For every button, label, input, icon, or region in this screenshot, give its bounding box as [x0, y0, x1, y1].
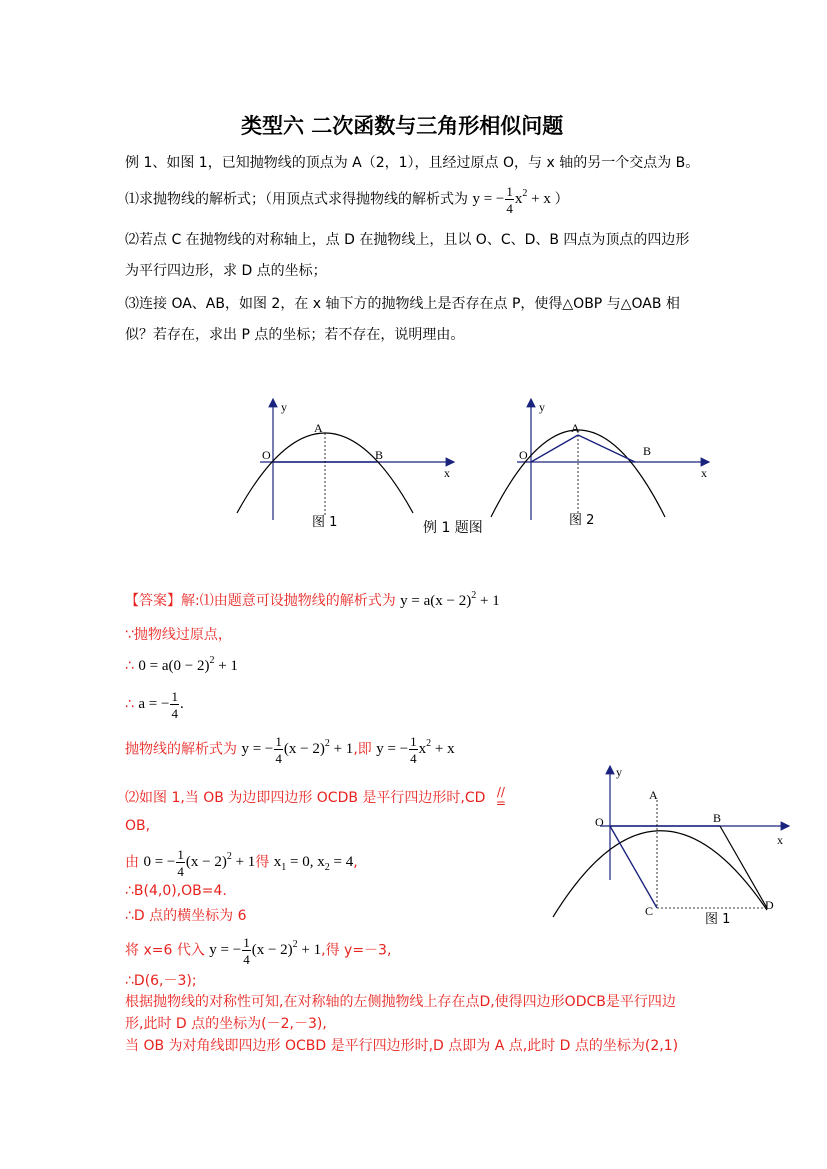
example-figure-caption: 例 1 题图	[423, 520, 483, 536]
label-x: x	[701, 466, 707, 480]
segment-bd	[720, 826, 767, 908]
figure-answer	[545, 762, 795, 927]
label-a: A	[314, 421, 323, 435]
label-y: y	[539, 400, 545, 414]
label-o: O	[519, 448, 528, 462]
answer-line-10: ∴D 点的横坐标为 6	[125, 908, 247, 924]
answer-tag: 【答案】	[125, 593, 181, 609]
problem-intro: 例 1、如图 1，已知抛物线的顶点为 A（2，1），且经过原点 O，与 x 轴的另一个交点为 B。	[125, 155, 700, 171]
label-y: y	[616, 765, 622, 779]
page-title: 类型六 二次函数与三角形相似问题	[241, 114, 564, 138]
answer-line-12: ∴D(6,－3);	[125, 973, 197, 989]
question-3-line-2: 似？若存在，求出 P 点的坐标；若不存在，说明理由。	[125, 327, 465, 343]
answer-line-1: 【答案】解:⑴由题意可设抛物线的解析式为 $y = a(x - 2)^2 + 1$	[125, 590, 500, 609]
answer-line-11: 将 x=6 代入 y = − $\frac{1}{4}$ $(x - 2)^2 + 1$,得 y=－3,	[125, 935, 392, 967]
label-o: O	[595, 815, 604, 829]
label-c: C	[645, 904, 654, 918]
answer-line-8: 由 0 = − $\frac{1}{4}$ $(x - 2)^2 + 1$得 $x_1 = 0$, $x_2 = 4$,	[125, 847, 358, 879]
label-b: B	[643, 444, 652, 458]
question-1-formula: y = − $\frac{1}{4}$ $x^2 + x$	[472, 184, 551, 216]
answer-line-5: 抛物线的解析式为 y = − $\frac{1}{4}$ $(x - 2)^2 + 1$,即 y = − $\frac{1}{4}$ $x^2 + x$	[125, 734, 455, 766]
answer-line-6: ⑵如图 1,当 OB 为边即四边形 OCDB 是平行四边形时,CD // =	[125, 785, 506, 810]
question-2-line-1: ⑵若点 C 在抛物线的对称轴上，点 D 在抛物线上，且以 O、C、D、B 四点为顶点的四边形	[125, 232, 690, 248]
label-b: B	[713, 811, 722, 825]
answer-line-2: ∵抛物线过原点，	[125, 627, 232, 643]
label-y: y	[281, 400, 287, 414]
label-o: O	[262, 448, 271, 462]
label-a: A	[571, 421, 580, 435]
answer-line-7: OB,	[125, 818, 151, 834]
answer-line-14: 形,此时 D 点的坐标为(－2,－3),	[125, 1016, 327, 1032]
answer-line-9: ∴B(4,0),OB=4.	[125, 883, 227, 899]
fraction-one-quarter: $\frac{1}{4}$	[506, 184, 513, 216]
segment-oc	[610, 826, 657, 908]
question-1-text: ⑴求抛物线的解析式；（用顶点式求得抛物线的解析式为	[125, 191, 468, 208]
label-a: A	[649, 788, 658, 802]
label-d: D	[765, 898, 774, 912]
figure-2-caption: 图 2	[569, 513, 595, 528]
label-x: x	[777, 833, 783, 847]
answer-line-13: 根据抛物线的对称性可知,在对称轴的左侧抛物线上存在点D,使得四边形ODCB是平行四边	[125, 994, 676, 1010]
figure-2	[487, 395, 717, 540]
question-1: ⑴求抛物线的解析式；（用顶点式求得抛物线的解析式为 y = − $\frac{1}{4}$ $x^2 + x$ ）	[125, 184, 569, 216]
figure-answer-caption: 图 1	[705, 912, 731, 927]
answer-line-3: ∴ $0 = a(0 - 2)^2 + 1$	[125, 655, 238, 674]
question-3-line-1: ⑶连接 OA、AB，如图 2，在 x 轴下方的抛物线上是否存在点 P，使得△OBP 与△OAB 相	[125, 296, 680, 312]
answer-line-4: ∴ a = − $\frac{1}{4}$ .	[125, 689, 184, 721]
question-2-line-2: 为平行四边形，求 D 点的坐标；	[125, 263, 327, 279]
parabola	[553, 831, 767, 917]
label-b: B	[375, 448, 384, 462]
label-x: x	[444, 466, 450, 480]
figure-1-caption: 图 1	[312, 515, 338, 530]
parallel-equal-symbol: // =	[495, 785, 506, 810]
answer-line-15: 当 OB 为对角线即四边形 OCBD 是平行四边形时,D 点即为 A 点,此时 D 点的坐标为(2,1)	[125, 1038, 679, 1054]
